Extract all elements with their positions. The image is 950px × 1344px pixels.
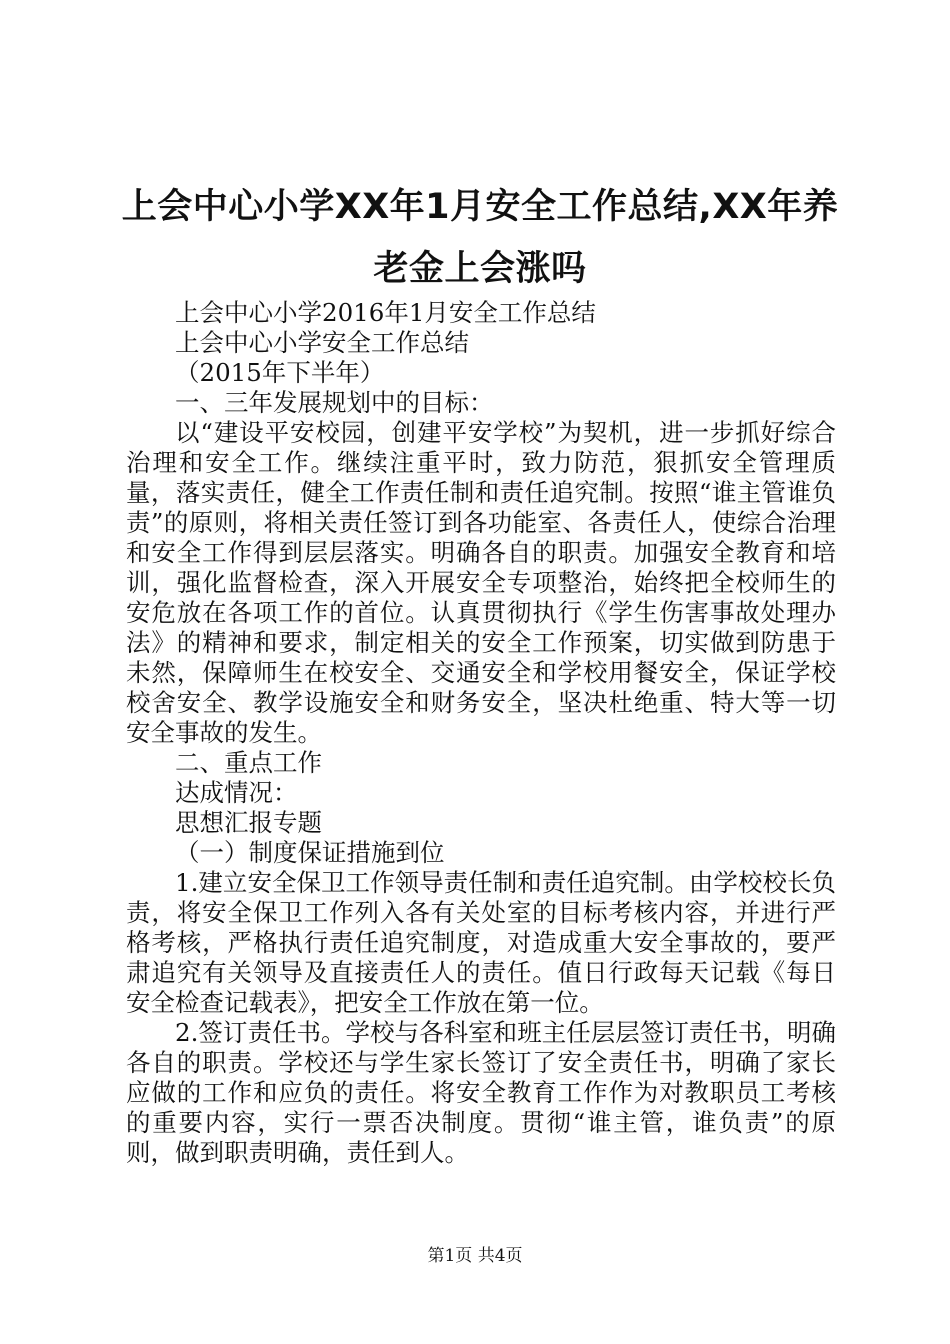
paragraph-period: （2015年下半年） <box>175 358 385 387</box>
page-footer: 第1页 共4页 <box>427 1246 523 1266</box>
paragraph-item-1: 1.建立安全保卫工作领导责任制和责任追究制。由学校校长负责，将安全保卫工作列入各有关处室的目标考核内容，并进行严格考核，严格执行责任追究制度，对造成重大安全事故的，要严肃追究有关领导及直接责任人的责任。值日行政每天记载《每日安全检查记载表》，把安全工作放在第一位。 <box>126 868 836 1017</box>
paragraph-summary-title: 上会中心小学安全工作总结 <box>175 328 469 357</box>
paragraph-subtitle: 上会中心小学2016年1月安全工作总结 <box>175 298 596 327</box>
document-title: 上会中心小学XX年1月安全工作总结,XX年养老金上会涨吗 <box>121 187 839 289</box>
paragraph-goals: 以“建设平安校园，创建平安学校”为契机，进一步抓好综合治理和安全工作。继续注重平时，致力防范，狠抓安全管理质量，落实责任，健全工作责任制和责任追究制。按照“谁主管谁负责”的原则，将相关责任签订到各功能室、各责任人，使综合治理和安全工作得到层层落实。明确各自的职责。加强安全教育和培训，强化监督检查，深入开展安全专项整治，始终把全校师生的安危放在各项工作的首位。认真贯彻执行《学生伤害事故处理办法》的精神和要求，制定相关的安全工作预案，切实做到防患于未然，保障师生在校安全、交通安全和学校用餐安全，保证学校校舍安全、教学设施安全和财务安全，坚决杜绝重、特大等一切安全事故的发生。 <box>126 418 836 747</box>
section-heading-goals: 一、三年发展规划中的目标： <box>175 388 494 417</box>
subsection-heading-system: （一）制度保证措施到位 <box>175 838 445 867</box>
paragraph-status: 达成情况： <box>175 778 298 807</box>
paragraph-topic: 思想汇报专题 <box>175 808 322 837</box>
section-heading-key-work: 二、重点工作 <box>175 748 322 777</box>
document-body <box>126 298 836 1168</box>
paragraph-item-2: 2.签订责任书。学校与各科室和班主任层层签订责任书，明确各自的职责。学校还与学生家长签订了安全责任书，明确了家长应做的工作和应负的责任。将安全教育工作作为对教职员工考核的重要内容，实行一票否决制度。贯彻“谁主管，谁负责”的原则，做到职责明确，责任到人。 <box>126 1018 836 1167</box>
